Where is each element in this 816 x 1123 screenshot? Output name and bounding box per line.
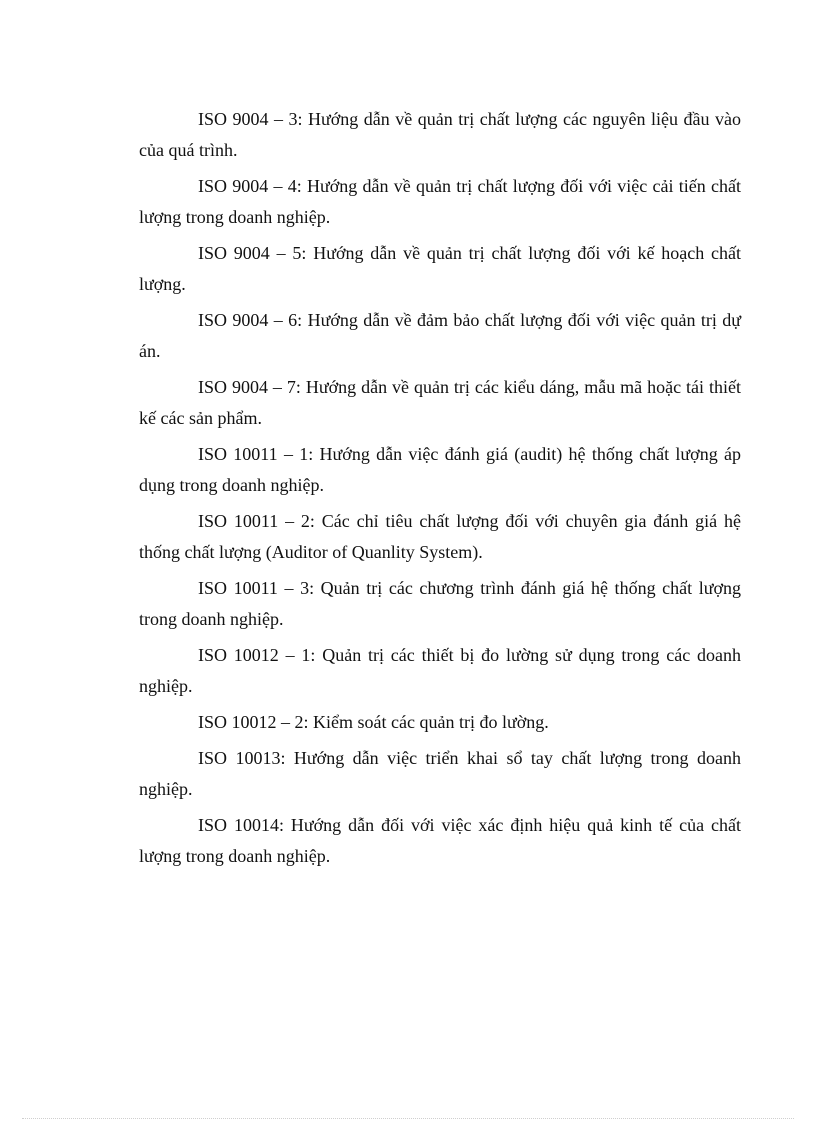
paragraph-iso-10011-1: ISO 10011 – 1: Hướng dẫn việc đánh giá (audit) hệ thống chất lượng áp dụng trong doanh nghiệp. [139, 444, 741, 495]
paragraph-iso-10014: ISO 10014: Hướng dẫn đối với việc xác định hiệu quả kinh tế của chất lượng trong doanh nghiệp. [139, 815, 741, 866]
paragraph-iso-10011-3: ISO 10011 – 3: Quản trị các chương trình đánh giá hệ thống chất lượng trong doanh nghiệp. [139, 578, 741, 629]
paragraph-iso-9004-4: ISO 9004 – 4: Hướng dẫn về quản trị chất lượng đối với việc cải tiến chất lượng trong doanh nghiệp. [139, 176, 741, 227]
document-body [139, 104, 741, 877]
paragraph-iso-10012-1: ISO 10012 – 1: Quản trị các thiết bị đo lường sử dụng trong các doanh nghiệp. [139, 645, 741, 696]
paragraph-iso-9004-5: ISO 9004 – 5: Hướng dẫn về quản trị chất lượng đối với kế hoạch chất lượng. [139, 243, 741, 294]
paragraph-iso-10012-2: ISO 10012 – 2: Kiểm soát các quản trị đo lường. [198, 712, 549, 732]
page-bottom-divider [22, 1118, 794, 1119]
paragraph-iso-9004-3: ISO 9004 – 3: Hướng dẫn về quản trị chất lượng các nguyên liệu đầu vào của quá trình. [139, 109, 741, 160]
paragraph-iso-9004-6: ISO 9004 – 6: Hướng dẫn về đảm bảo chất lượng đối với việc quản trị dự án. [139, 310, 741, 361]
paragraph-iso-10013: ISO 10013: Hướng dẫn việc triển khai sổ tay chất lượng trong doanh nghiệp. [139, 748, 741, 799]
paragraph-iso-10011-2: ISO 10011 – 2: Các chỉ tiêu chất lượng đối với chuyên gia đánh giá hệ thống chất lượng (Auditor of Quanlity System). [139, 511, 741, 562]
paragraph-iso-9004-7: ISO 9004 – 7: Hướng dẫn về quản trị các kiểu dáng, mẫu mã hoặc tái thiết kế các sản phẩm. [139, 377, 741, 428]
